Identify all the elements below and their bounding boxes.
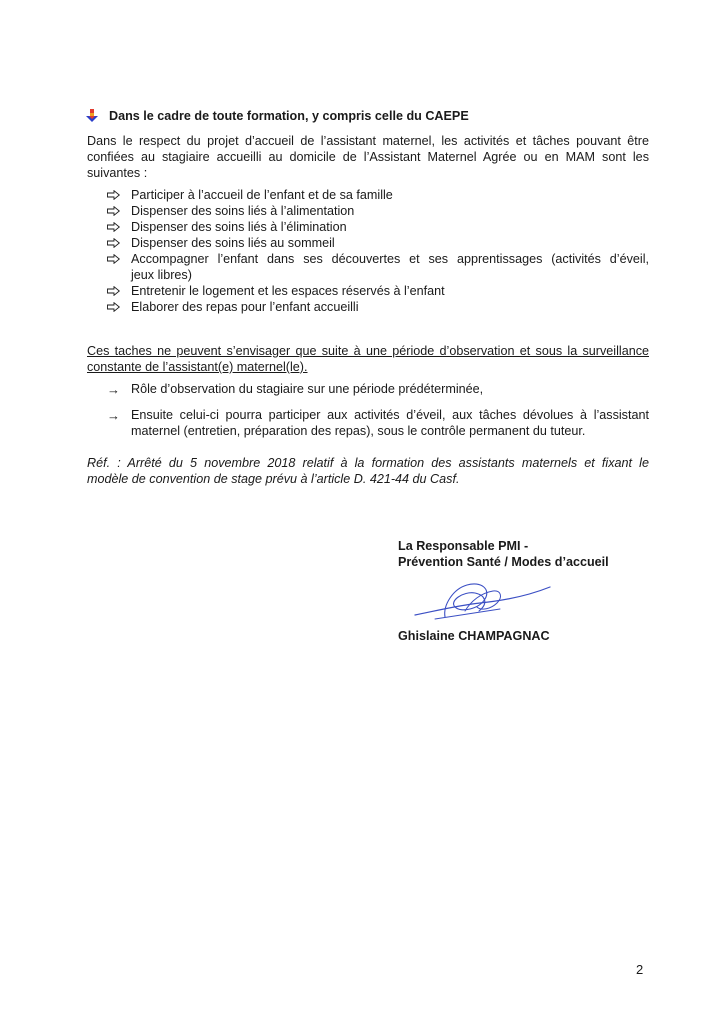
right-arrow-icon: →: [107, 408, 120, 423]
tasks-list: [107, 187, 649, 315]
intro-paragraph: [87, 133, 649, 181]
hollow-right-arrow-icon: [107, 190, 120, 200]
list-item: [107, 235, 649, 251]
list-item-text: Dispenser des soins liés à l’élimination: [131, 220, 347, 234]
list-item-text: maternel (entretien, préparation des repas), sous le contrôle permanent du tuteur.: [131, 424, 586, 438]
section-heading-text: Dans le cadre de toute formation, y compris celle du CAEPE: [109, 109, 469, 123]
list-item: [107, 381, 649, 397]
list-item-text: Ensuite celui-ci pourra participer aux activités d’éveil, aux tâches dévolues à l’assistant: [131, 408, 649, 422]
hollow-right-arrow-icon: [107, 254, 120, 264]
reference-note: [87, 455, 649, 487]
list-item-text: Entretenir le logement et les espaces réservés à l’enfant: [131, 284, 445, 298]
signatory-name: Ghislaine CHAMPAGNAC: [398, 629, 550, 643]
list-item: [107, 219, 649, 235]
hollow-right-arrow-icon: [107, 222, 120, 232]
list-item: [107, 203, 649, 219]
list-item-text: Accompagner l’enfant dans ses découvertes et ses apprentissages (activités d’éveil,: [131, 252, 649, 266]
list-item-text: Dispenser des soins liés au sommeil: [131, 236, 335, 250]
hollow-right-arrow-icon: [107, 286, 120, 296]
condition-paragraph: [87, 343, 649, 375]
signatory-title: [398, 538, 658, 570]
hollow-right-arrow-icon: [107, 302, 120, 312]
list-item-text: Elaborer des repas pour l’enfant accueilli: [131, 300, 359, 314]
list-item-text: Participer à l’accueil de l’enfant et de sa famille: [131, 188, 393, 202]
intro-line: confiées au stagiaire accueilli au domicile de l’Assistant Maternel Agrée ou en MAM sont les: [87, 150, 649, 164]
intro-line: suivantes :: [87, 166, 148, 180]
condition-line: Ces taches ne peuvent s’envisager que suite à une période d’observation et sous la surveillance: [87, 344, 649, 358]
section-heading: [85, 107, 655, 125]
list-item: [107, 299, 649, 315]
list-item: [107, 407, 649, 439]
reference-line: Réf. : Arrêté du 5 novembre 2018 relatif à la formation des assistants maternels et fixant le: [87, 456, 649, 470]
reference-line: modèle de convention de stage prévu à l’article D. 421-44 du Casf.: [87, 472, 460, 486]
signatory-title-line: Prévention Santé / Modes d’accueil: [398, 555, 609, 569]
list-item-text: Dispenser des soins liés à l’alimentation: [131, 204, 355, 218]
list-item-text: jeux libres): [131, 268, 192, 282]
page-number: 2: [636, 962, 644, 977]
observation-list: [107, 381, 649, 439]
signatory-title-line: La Responsable PMI -: [398, 539, 529, 553]
list-item: [107, 251, 649, 283]
hollow-right-arrow-icon: [107, 238, 120, 248]
condition-line: constante de l’assistant(e) maternel(le).: [87, 360, 308, 374]
list-item: [107, 283, 649, 299]
list-item-text: Rôle d’observation du stagiaire sur une période prédéterminée,: [131, 382, 484, 396]
right-arrow-icon: →: [107, 382, 120, 397]
down-arrow-multicolor-icon: [85, 109, 99, 123]
intro-line: Dans le respect du projet d’accueil de l’assistant maternel, les activités et tâches pouvant être: [87, 134, 649, 148]
hollow-right-arrow-icon: [107, 206, 120, 216]
list-item: [107, 187, 649, 203]
handwritten-signature: [405, 575, 555, 625]
